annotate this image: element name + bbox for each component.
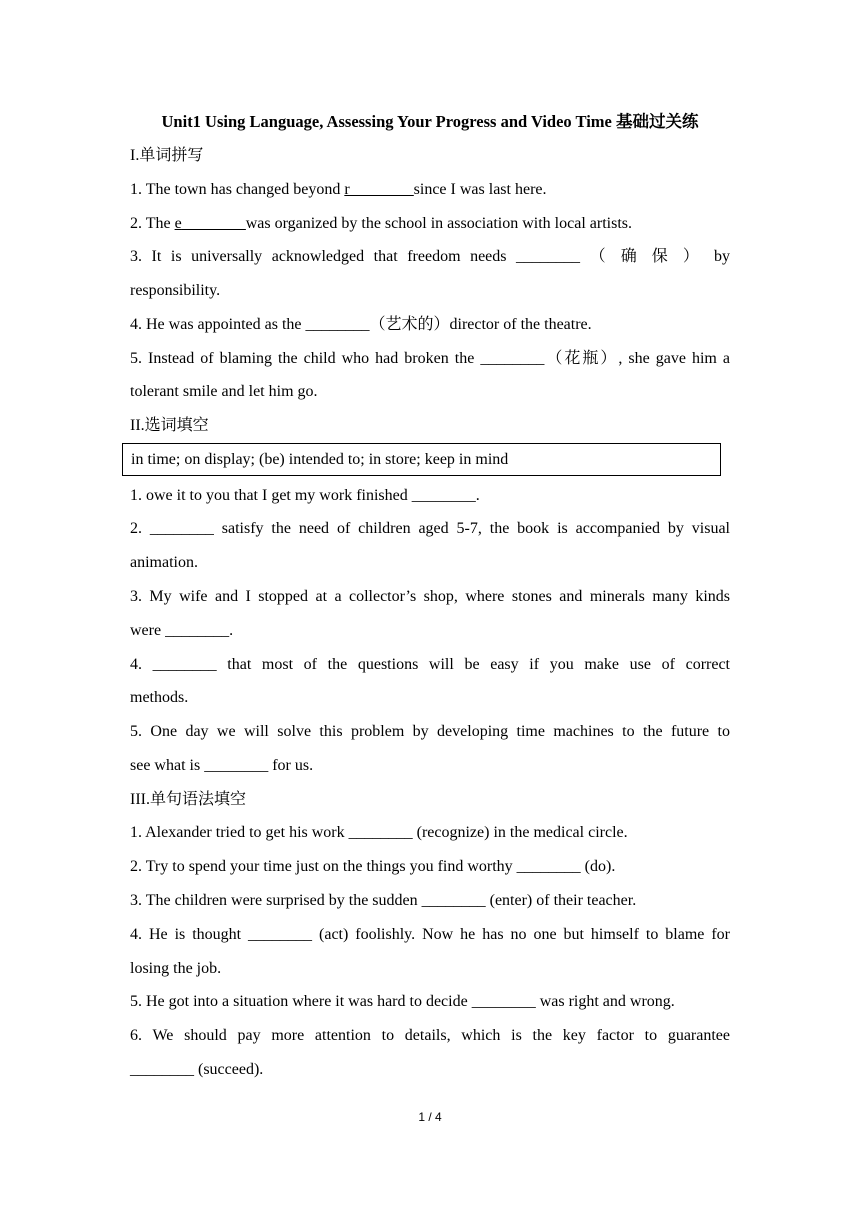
grammar-question-3: 3. The children were surprised by the sudden ________ (enter) of their teacher. [130,892,637,909]
grammar-question-1: 1. Alexander tried to get his work ________ (recognize) in the medical circle. [130,824,628,841]
word-choice-question-4-line-1: 4. ________ that most of the questions will be easy if you make use of correct [130,656,730,673]
answer-blank [344,181,413,198]
grammar-question-4-line-1: 4. He is thought ________ (act) foolishly. Now he has no one but himself to blame for [130,926,730,943]
grammar-question-5: 5. He got into a situation where it was hard to decide ________ was right and wrong. [130,993,675,1010]
word-choice-question-3-line-2: were ________. [130,622,234,639]
blank-line: ________ [181,215,246,232]
spelling-question-1 [130,179,730,201]
question-text: 2. The [130,215,175,232]
answer-blank [175,215,246,232]
word-bank-text: in time; on display; (be) intended to; in store; keep in mind [131,451,509,468]
page-title: Unit1 Using Language, Assessing Your Progress and Video Time 基础过关练 [161,112,699,131]
spelling-question-3-line-1: 3. It is universally acknowledged that freedom needs ________ （ 确 保 ） by [130,248,730,265]
grammar-question-2: 2. Try to spend your time just on the things you find worthy ________ (do). [130,858,616,875]
word-choice-question-2-line-1: 2. ________ satisfy the need of children aged 5-7, the book is accompanied by visual [130,520,730,537]
question-text: was organized by the school in association with local artists. [245,215,632,232]
hint-letter: r [344,181,350,198]
word-choice-question-3-line-1: 3. My wife and I stopped at a collector’s shop, where stones and minerals many kinds [130,588,730,605]
spelling-question-5-line-1: 5. Instead of blaming the child who had broken the ________（花瓶）, she gave him a [130,350,730,367]
spelling-question-5-line-2: tolerant smile and let him go. [130,383,318,400]
grammar-question-6-line-2: ________ (succeed). [130,1061,264,1078]
spelling-question-2 [130,213,730,235]
blank-line: ________ [349,181,414,198]
hint-letter: e [174,215,182,232]
grammar-question-4-line-2: losing the job. [130,960,222,977]
question-text: since I was last here. [413,181,547,198]
word-bank-box [122,443,721,476]
grammar-question-6-line-1: 6. We should pay more attention to details, which is the key factor to guarantee [130,1027,730,1044]
question-text: 1. The town has changed beyond [130,181,345,198]
spelling-question-3-line-2: responsibility. [130,282,221,299]
word-choice-question-2-line-2: animation. [130,554,198,571]
word-choice-question-5-line-2: see what is ________ for us. [130,757,314,774]
section-heading-word-choice: II.选词填空 [130,417,209,434]
word-choice-question-5-line-1: 5. One day we will solve this problem by developing time machines to the future to [130,723,730,740]
word-choice-question-4-line-2: methods. [130,689,189,706]
page-number: 1 / 4 [418,1110,442,1124]
section-heading-spelling: I.单词拼写 [130,147,204,164]
section-heading-grammar: III.单句语法填空 [130,791,246,808]
word-choice-question-1: 1. owe it to you that I get my work finished ________. [130,487,480,504]
spelling-question-4: 4. He was appointed as the ________（艺术的）director of the theatre. [130,316,592,333]
